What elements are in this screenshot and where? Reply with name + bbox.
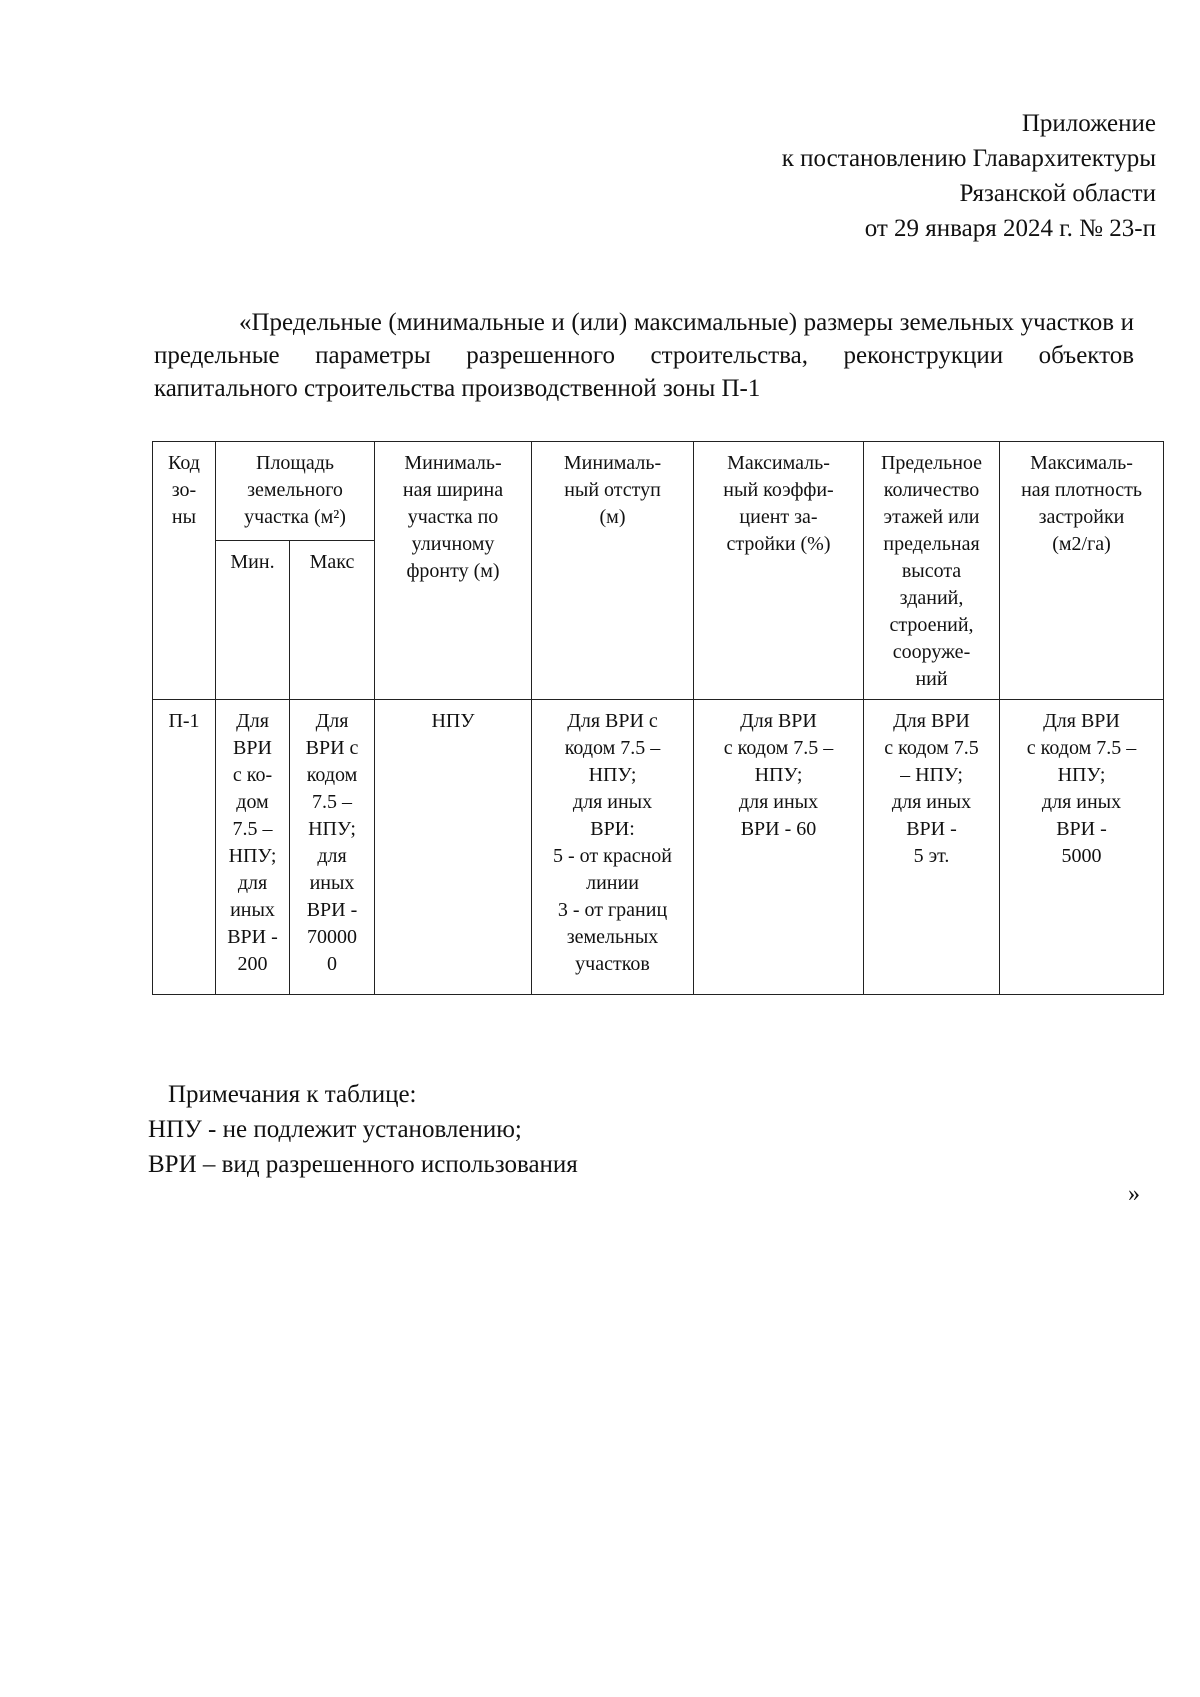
cell-min-offset: Для ВРИ с кодом 7.5 – НПУ; для иных ВРИ: 5 - от красной линии 3 - от границ земельных участков <box>532 700 694 995</box>
header-cell-area: Площадь земельного участка (м²) <box>216 442 375 541</box>
table-header-row <box>153 442 1164 541</box>
cell-code: П-1 <box>153 700 216 995</box>
cell-area-min: Для ВРИ с ко- дом 7.5 – НПУ; для иных ВРИ - 200 <box>216 700 290 995</box>
header-cell-area-min: Мин. <box>216 540 290 699</box>
notes-line-npu: НПУ - не подлежит установлению; <box>148 1116 522 1143</box>
header-cell-floors: Предельное количество этажей или предельная высота зданий, строений, сооруже- ний <box>864 442 1000 700</box>
header-cell-min-offset: Минималь- ный отступ (м) <box>532 442 694 700</box>
header-line-date: от 29 января 2024 г. № 23-п <box>864 215 1156 242</box>
header-cell-area-max: Макс <box>290 540 375 699</box>
notes-title: Примечания к таблице: <box>168 1081 417 1108</box>
table-notes <box>148 1077 578 1182</box>
cell-area-max: Для ВРИ с кодом 7.5 – НПУ; для иных ВРИ - 70000 0 <box>290 700 375 995</box>
header-cell-max-coeff: Максималь- ный коэффи- циент за- стройки (%) <box>694 442 864 700</box>
header-line-resolution: к постановлению Главархитектуры <box>781 145 1156 172</box>
header-line-appendix: Приложение <box>1021 110 1156 137</box>
header-cell-min-width: Минималь- ная ширина участка по уличному фронту (м) <box>375 442 532 700</box>
cell-density: Для ВРИ с кодом 7.5 – НПУ; для иных ВРИ - 5000 <box>1000 700 1164 995</box>
cell-min-width: НПУ <box>375 700 532 995</box>
cell-floors: Для ВРИ с кодом 7.5 – НПУ; для иных ВРИ - 5 эт. <box>864 700 1000 995</box>
closing-quote-mark: » <box>1128 1181 1140 1207</box>
table-row <box>153 700 1164 995</box>
header-cell-density: Максималь- ная плотность застройки (м2/га) <box>1000 442 1164 700</box>
zone-parameters-table <box>152 441 1164 995</box>
cell-max-coeff: Для ВРИ с кодом 7.5 – НПУ; для иных ВРИ - 60 <box>694 700 864 995</box>
notes-line-vri: ВРИ – вид разрешенного использования <box>148 1151 578 1178</box>
header-cell-code: Код зо- ны <box>153 442 216 700</box>
appendix-header <box>782 106 1156 246</box>
document-title: «Предельные (минимальные и (или) максимальные) размеры земельных участков и предельные параметры разрешенного строительства, реконструкции объектов капитального строительства производственной зоны П-1 <box>154 309 1134 402</box>
header-line-region: Рязанской области <box>959 180 1156 207</box>
